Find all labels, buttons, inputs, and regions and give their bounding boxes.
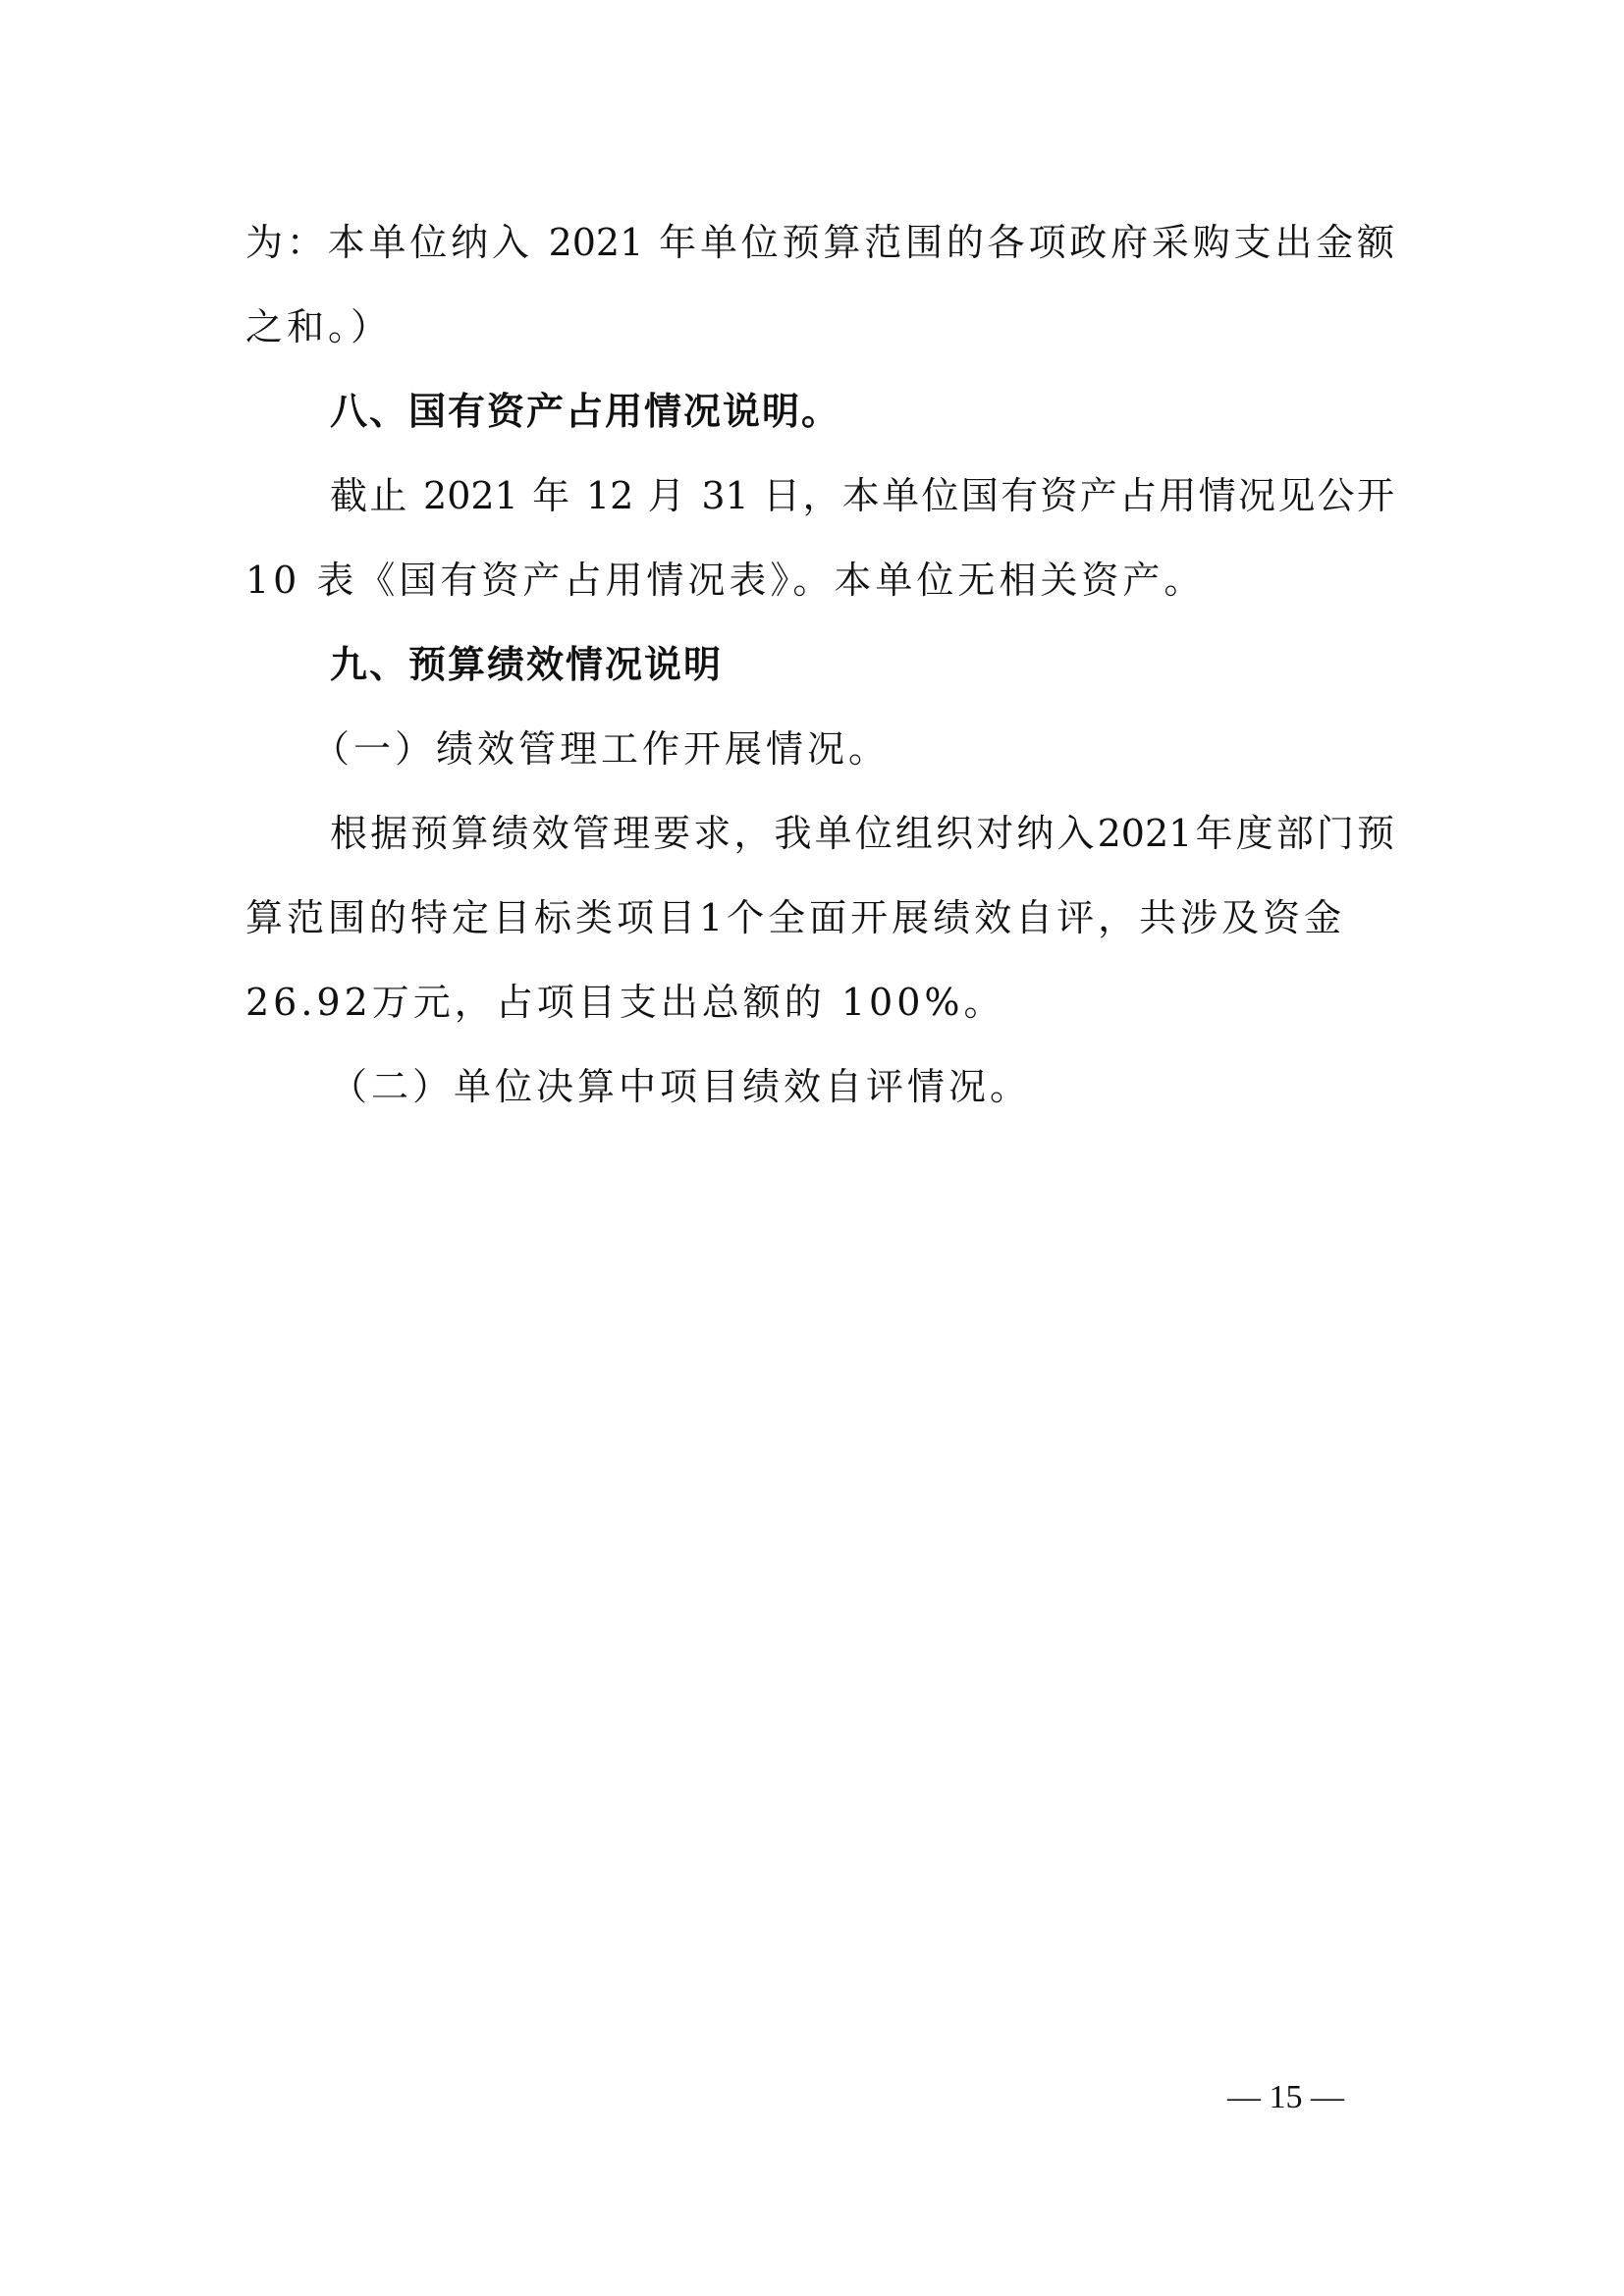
body-text-line: 根据预算绩效管理要求，我单位组织对纳入2021年度部门预 <box>330 812 1394 855</box>
body-text-line: 之和。） <box>245 305 393 348</box>
subsection-heading: （一）绩效管理工作开展情况。 <box>312 727 891 771</box>
body-text-line: 为：本单位纳入 2021 年单位预算范围的各项政府采购支出金额 <box>245 221 1394 264</box>
body-text-line: 26.92万元，占项目支出总额的 100%。 <box>245 981 1005 1024</box>
body-text-line: 截止 2021 年 12 月 31 日，本单位国有资产占用情况见公开 <box>330 474 1394 517</box>
section-heading-state-assets: 八、国有资产占用情况说明。 <box>330 390 841 433</box>
subsection-heading: （二）单位决算中项目绩效自评情况。 <box>330 1065 1032 1108</box>
body-text-line: 算范围的特定目标类项目1个全面开展绩效自评，共涉及资金 <box>245 896 1346 939</box>
section-heading-performance: 九、预算绩效情况说明 <box>330 643 724 686</box>
page-number: — 15 — <box>1227 2079 1344 2115</box>
body-text-line: 10 表《国有资产占用情况表》。本单位无相关资产。 <box>245 559 1206 602</box>
